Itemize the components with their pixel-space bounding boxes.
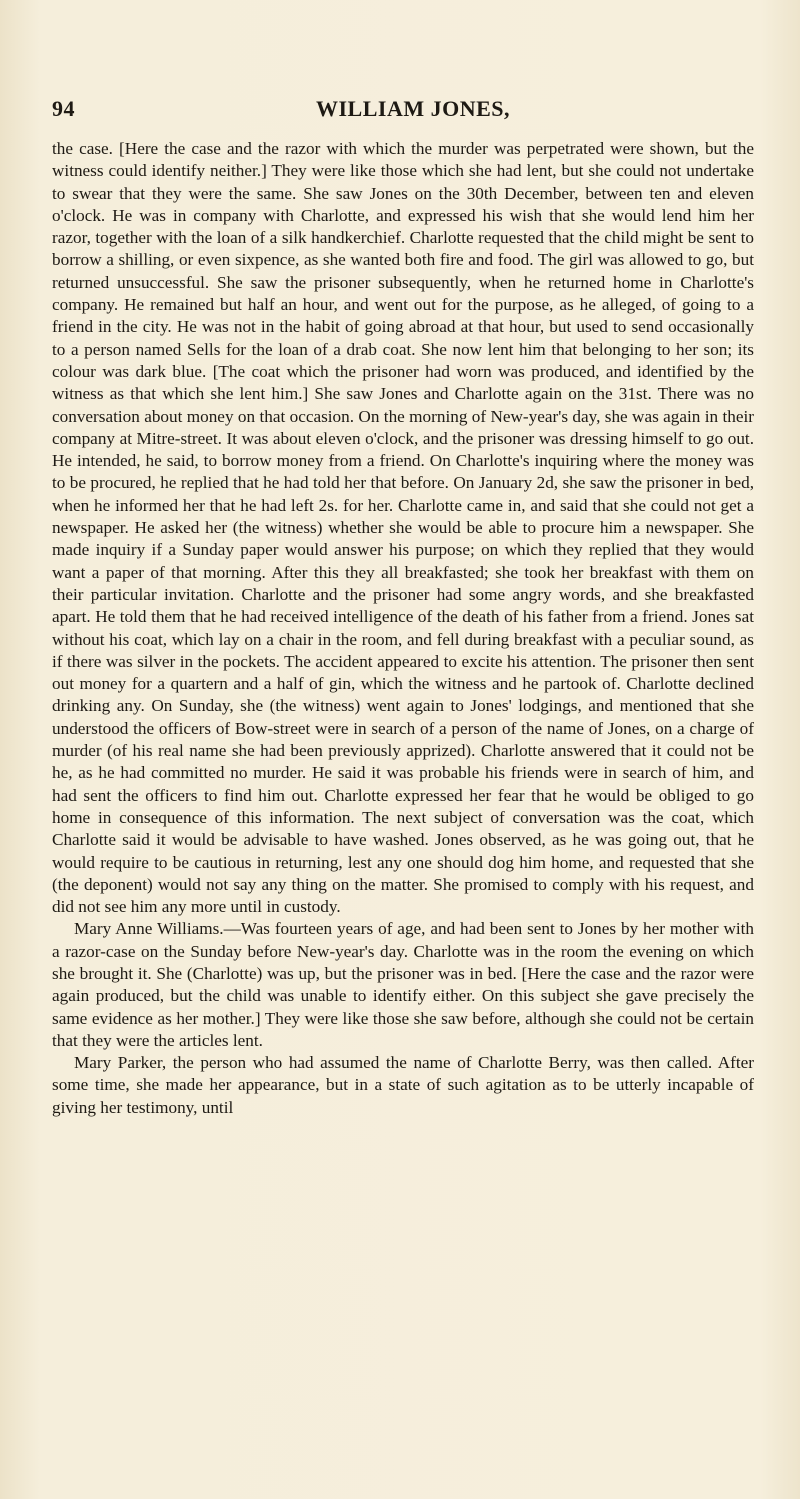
- paragraph-continued: the case. [Here the case and the razor with which the murder was perpetrated were shown, but the witness could identify neither.] They were like those which she had lent, but she could not undertake to swear that they were the same. She saw Jones on the 30th December, between ten and eleven o'clock. He was in company with Charlotte, and expressed his wish that she would lend him her razor, together with the loan of a silk handkerchief. Charlotte requested that the child might be sent to borrow a shilling, or even sixpence, as she wanted both fire and food. The girl was allowed to go, but returned unsuccessful. She saw the prisoner subsequently, when he returned home in Charlotte's company. He remained but half an hour, and went out for the purpose, as he alleged, of going to a friend in the city. He was not in the habit of going abroad at that hour, but used to send occasionally to a person named Sells for the loan of a drab coat. She now lent him that belonging to her son; its colour was dark blue. [The coat which the prisoner had worn was produced, and identified by the witness as that which she lent him.] She saw Jones and Charlotte again on the 31st. There was no conversation about money on that occasion. On the morning of New-year's day, she was again in their company at Mitre-street. It was about eleven o'clock, and the prisoner was dressing himself to go out. He intended, he said, to borrow money from a friend. On Charlotte's inquiring where the money was to be procured, he replied that he had told her that before. On January 2d, she saw the prisoner in bed, when he informed her that he had left 2s. for her. Charlotte came in, and said that she could not get a newspaper. He asked her (the witness) whether she would be able to procure him a newspaper. She made inquiry if a Sunday paper would answer his purpose; on which they replied that they would want a paper of that morning. After this they all breakfasted; she took her breakfast with them on their particular invitation. Charlotte and the prisoner had some angry words, and she breakfasted apart. He told them that he had received intelligence of the death of his father from a friend. Jones sat without his coat, which lay on a chair in the room, and fell during breakfast with a peculiar sound, as if there was silver in the pockets. The accident appeared to excite his attention. The prisoner then sent out money for a quartern and a half of gin, which the witness and he partook of. Charlotte declined drinking any. On Sunday, she (the witness) went again to Jones' lodgings, and mentioned that she understood the officers of Bow-street were in search of a person of the name of Jones, on a charge of murder (of his real name she had been previously apprized). Charlotte answered that it could not be he, as he had committed no murder. He said it was probable his friends were in search of him, and had sent the officers to find him out. Charlotte expressed her fear that he would be obliged to go home in consequence of this information. The next subject of conversation was the coat, which Charlotte said it would be advisable to have washed. Jones observed, as he was going out, that he would require to be cautious in returning, lest any one should dog him home, and requested that she (the deponent) would not say any thing on the matter. She promised to comply with his request, and did not see him any more until in custody.: [52, 139, 754, 917]
- running-title: WILLIAM JONES,: [315, 96, 511, 121]
- body-text: [52, 138, 754, 1119]
- paragraph-mary-parker: Mary Parker, the person who had assumed the name of Charlotte Berry, was then called. After some time, she made her appearance, but in a state of such agitation as to be utterly incapable of giving her testimony, until: [52, 1053, 754, 1117]
- running-head: [52, 0, 754, 124]
- paragraph-mary-anne-williams: Mary Anne Williams.—Was fourteen years of age, and had been sent to Jones by her mother with a razor-case on the Sunday before New-year's day. Charlotte was in the room the evening on which she brought it. She (Charlotte) was up, but the prisoner was in bed. [Here the case and the razor were again produced, but the child was unable to identify either. On this subject she gave precisely the same evidence as her mother.] They were like those she saw before, although she could not be certain that they were the articles lent.: [52, 919, 754, 1050]
- page-number: 94: [52, 96, 75, 121]
